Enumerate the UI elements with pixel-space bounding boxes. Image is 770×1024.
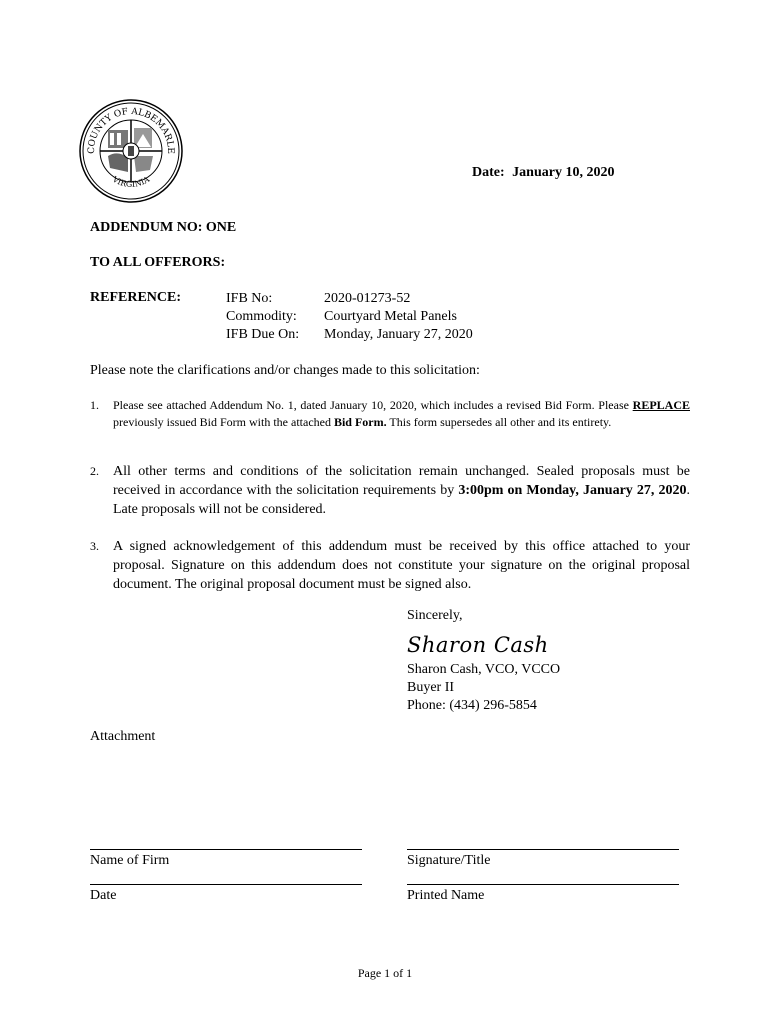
item-number: 1.: [90, 398, 99, 412]
item-number: 2.: [90, 464, 99, 478]
firm-line[interactable]: [90, 849, 362, 850]
reference-details: [226, 290, 473, 344]
page-number: Page 1 of 1: [357, 966, 413, 980]
signer-name: Sharon Cash, VCO, VCCO: [407, 662, 561, 677]
firm-label: Name of Firm: [90, 853, 170, 868]
svg-text:VIRGINIA: VIRGINIA: [110, 174, 152, 189]
list-item: [90, 397, 690, 431]
closing-block: [407, 607, 560, 715]
reference-key: Commodity:: [226, 309, 297, 324]
date-value: January 10, 2020: [512, 165, 615, 180]
addendum-heading: ADDENDUM NO: ONE: [90, 220, 237, 235]
date-label: Date:: [472, 165, 505, 180]
reference-value: Courtyard Metal Panels: [324, 309, 457, 324]
signer-phone: Phone: (434) 296-5854: [407, 698, 537, 713]
reference-key: IFB Due On:: [226, 327, 300, 342]
reference-row: [226, 326, 473, 344]
reference-value: 2020-01273-52: [324, 291, 411, 306]
printed-name-line[interactable]: [407, 884, 679, 885]
list-item: [90, 537, 690, 594]
signer-title: Buyer II: [407, 680, 455, 695]
item-text: All other terms and conditions of the solicitation remain unchanged. Sealed proposals must be received in accordance with the solicitation requirements by 3:00pm on Monday, January 27, 2020. Late proposals will not be considered.: [113, 464, 690, 517]
reference-value: Monday, January 27, 2020: [324, 327, 473, 342]
list-item: [90, 462, 690, 519]
reference-key: IFB No:: [226, 291, 273, 306]
reference-row: [226, 290, 473, 308]
bid-form-bold: Bid Form.: [333, 415, 387, 429]
item-number: 3.: [90, 539, 99, 553]
intro-text: Please note the clarifications and/or changes made to this solicitation:: [90, 363, 480, 378]
attachment-label: Attachment: [90, 729, 156, 744]
reference-label: REFERENCE:: [90, 290, 182, 305]
printed-name-label: Printed Name: [407, 888, 485, 903]
county-seal: [78, 98, 184, 204]
item-text: A signed acknowledgement of this addendum must be received by this office attached to your proposal. Signature on this addendum does not constitute your signature on the original proposal document. The original proposal document must be signed also.: [113, 539, 690, 592]
date-line[interactable]: [90, 884, 362, 885]
replace-emphasis: REPLACE: [632, 398, 690, 412]
signature-title-label: Signature/Title: [407, 853, 491, 868]
item-text: Please see attached Addendum No. 1, dated January 10, 2020, which includes a revised Bid Form. Please REPLACE previously issued Bid Form with the attached Bid Form. This form supersedes all other and its entirety.: [113, 398, 690, 429]
due-time-bold: 3:00pm on Monday, January 27, 2020: [458, 483, 687, 498]
to-heading: TO ALL OFFERORS:: [90, 255, 226, 270]
reference-row: [226, 308, 473, 326]
salutation: Sincerely,: [407, 608, 463, 623]
signature-title-line[interactable]: [407, 849, 679, 850]
handwritten-signature: Sharon Cash: [407, 633, 549, 657]
svg-text:COUNTY OF ALBEMARLE: COUNTY OF ALBEMARLE: [86, 106, 176, 154]
date-field-label: Date: [90, 888, 117, 903]
document-date: [472, 165, 614, 181]
